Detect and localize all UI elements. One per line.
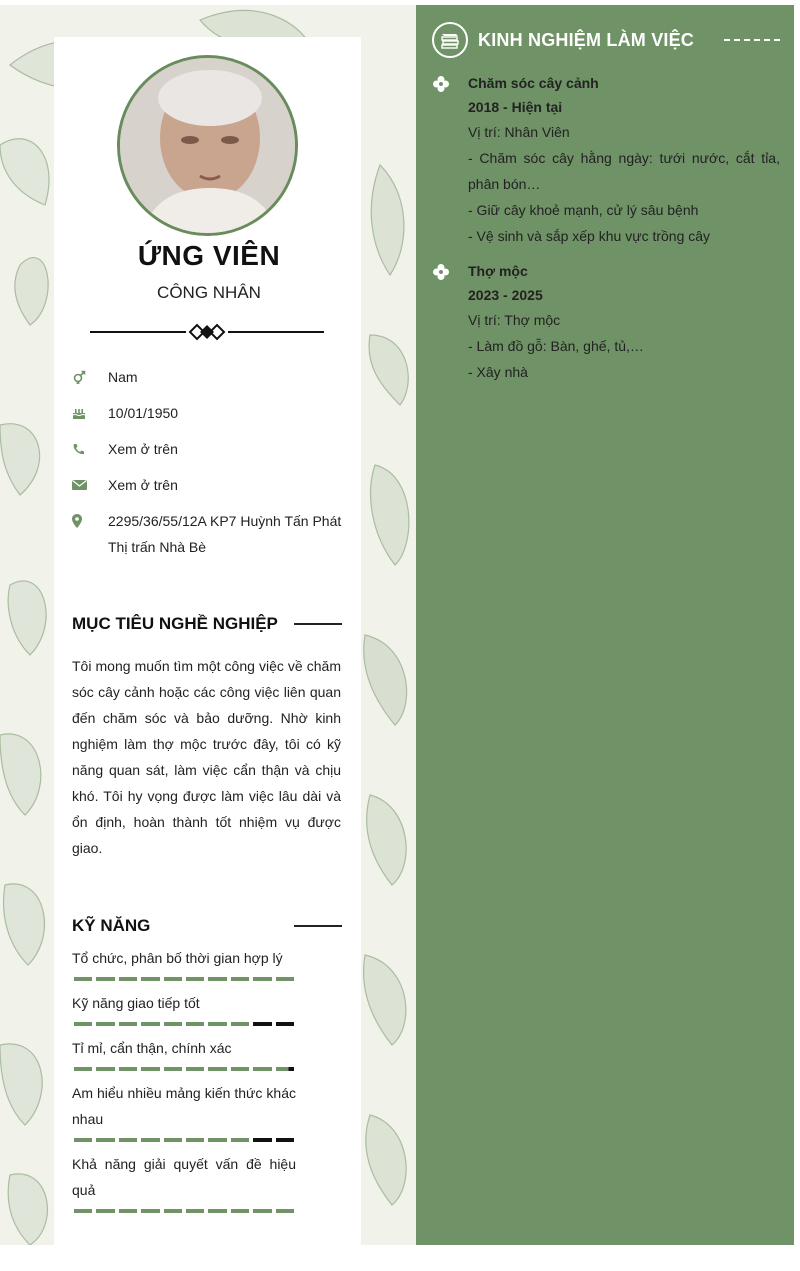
skill-level-segment <box>96 1209 114 1213</box>
skills-title: KỸ NĂNG <box>72 916 151 935</box>
skill-level-segment <box>74 1209 92 1213</box>
skill-level-segment <box>96 1067 114 1071</box>
job-position: Vị trí: Thợ mộc <box>468 312 561 328</box>
skill-item <box>72 990 296 1026</box>
candidate-name: ỨNG VIÊN <box>137 240 281 271</box>
skill-level-segment <box>276 1138 294 1142</box>
skill-level-bar <box>72 1022 294 1026</box>
objective-heading <box>72 614 342 634</box>
skills-heading <box>72 916 342 936</box>
phone-icon <box>72 436 108 462</box>
ornament-divider <box>90 322 324 342</box>
skill-level-segment <box>186 1067 204 1071</box>
objective-title: MỤC TIÊU NGHỀ NGHIỆP <box>72 614 278 633</box>
skill-level-bar <box>72 1067 294 1071</box>
job-company: Chăm sóc cây cảnh <box>468 75 599 91</box>
experience-heading <box>432 20 780 60</box>
skill-item <box>72 1080 296 1142</box>
heading-rule <box>150 925 342 927</box>
job-detail: - Làm đồ gỗ: Bàn, ghế, tủ,… <box>468 338 644 354</box>
skill-level-segment <box>74 1022 92 1026</box>
contact-phone <box>72 436 342 462</box>
contact-gender <box>72 364 342 390</box>
skill-level-segment <box>253 1067 271 1071</box>
flower-bullet-icon <box>432 75 450 93</box>
skill-level-bar <box>72 1138 294 1142</box>
skill-label: Am hiểu nhiều mảng kiến thức khác nhau <box>72 1085 296 1127</box>
skill-label: Tổ chức, phân bố thời gian hợp lý <box>72 950 283 966</box>
skill-level-segment <box>208 1067 226 1071</box>
job-company: Thợ mộc <box>468 263 528 279</box>
skill-level-segment <box>119 1209 137 1213</box>
skill-level-segment <box>253 1022 271 1026</box>
job-period: 2023 - 2025 <box>468 287 543 303</box>
heading-rule <box>278 623 342 625</box>
skill-level-segment <box>253 1138 271 1142</box>
skill-level-segment <box>186 1022 204 1026</box>
job-detail: - Giữ cây khoẻ mạnh, cử lý sâu bệnh <box>468 202 699 218</box>
skill-item <box>72 1151 296 1213</box>
skill-level-segment <box>186 977 204 981</box>
skill-level-segment <box>96 977 114 981</box>
skill-level-segment <box>208 977 226 981</box>
skill-level-segment <box>164 1022 182 1026</box>
skill-level-segment <box>141 1209 159 1213</box>
skill-label: Tỉ mỉ, cẩn thận, chính xác <box>72 1040 232 1056</box>
skill-label: Khả năng giải quyết vấn đề hiệu quả <box>72 1156 296 1198</box>
skill-level-segment <box>119 1138 137 1142</box>
phone-value[interactable]: Xem ở trên <box>108 441 178 457</box>
skill-level-segment <box>208 1022 226 1026</box>
skill-level-segment <box>186 1138 204 1142</box>
skill-level-segment <box>119 1022 137 1026</box>
job-detail: - Vệ sinh và sắp xếp khu vực trồng cây <box>468 228 711 244</box>
skill-level-segment <box>141 1138 159 1142</box>
skill-level-segment <box>253 977 271 981</box>
job-position: Vị trí: Nhân Viên <box>468 124 570 140</box>
gender-value: Nam <box>108 369 138 385</box>
books-icon <box>432 22 468 58</box>
skill-level-segment <box>74 1067 92 1071</box>
job-item <box>432 71 780 249</box>
envelope-icon <box>72 472 108 498</box>
skill-level-segment <box>119 977 137 981</box>
skill-level-segment <box>164 1209 182 1213</box>
skill-level-segment <box>231 1209 249 1213</box>
job-period: 2018 - Hiện tại <box>468 99 563 115</box>
map-marker-icon <box>72 508 108 534</box>
job-item <box>432 259 780 385</box>
skill-level-segment <box>141 977 159 981</box>
skill-level-segment <box>96 1022 114 1026</box>
objective-text: Tôi mong muốn tìm một công việc về chăm sóc cây cảnh hoặc các công việc liên quan đến chăm sóc và bảo dưỡng. Nhờ kinh nghiệm làm thợ mộc trước đây, tôi có kỹ năng quan sát, làm việc cẩn thận và chịu khó. Tôi hy vọng được làm việc lâu dài và ổn định, hoàn thành tốt nhiệm vụ được giao. <box>72 658 341 856</box>
skill-level-segment <box>276 1067 294 1071</box>
skill-level-bar <box>72 1209 294 1213</box>
skill-level-segment <box>276 1209 294 1213</box>
skill-level-bar <box>72 977 294 981</box>
address-value: 2295/36/55/12A KP7 Huỳnh Tấn Phát Thị trấn Nhà Bè <box>108 513 342 555</box>
skill-level-segment <box>253 1209 271 1213</box>
portrait-photo <box>120 58 298 236</box>
skill-level-segment <box>208 1138 226 1142</box>
email-value[interactable]: Xem ở trên <box>108 477 178 493</box>
skill-level-segment <box>186 1209 204 1213</box>
dashed-rule <box>694 39 780 41</box>
birthday-cake-icon <box>72 400 108 426</box>
skill-label: Kỹ năng giao tiếp tốt <box>72 995 200 1011</box>
contact-address <box>72 508 342 560</box>
job-detail: - Xây nhà <box>468 364 528 380</box>
skill-level-segment <box>231 977 249 981</box>
skill-level-segment <box>231 1022 249 1026</box>
experience-title: KINH NGHIỆM LÀM VIỆC <box>478 29 695 50</box>
skill-level-segment <box>141 1067 159 1071</box>
avatar <box>117 55 298 236</box>
contact-info <box>72 364 342 570</box>
flower-bullet-icon <box>432 263 450 281</box>
skill-level-segment <box>276 1022 294 1026</box>
skill-level-segment <box>141 1022 159 1026</box>
contact-email <box>72 472 342 498</box>
contact-birthday <box>72 400 342 426</box>
skill-level-segment <box>119 1067 137 1071</box>
skill-level-segment <box>74 977 92 981</box>
skill-level-segment <box>96 1138 114 1142</box>
skills-list <box>72 945 296 1222</box>
skill-level-segment <box>208 1209 226 1213</box>
skill-level-segment <box>231 1067 249 1071</box>
gender-icon <box>72 364 108 390</box>
skill-level-segment <box>164 977 182 981</box>
skill-level-segment <box>164 1067 182 1071</box>
skill-level-segment <box>276 977 294 981</box>
birthday-value: 10/01/1950 <box>108 405 179 421</box>
candidate-title: CÔNG NHÂN <box>157 283 261 302</box>
skill-level-segment <box>231 1138 249 1142</box>
skill-item <box>72 1035 296 1071</box>
job-detail: - Chăm sóc cây hằng ngày: tưới nước, cắt tỉa, phân bón… <box>468 150 780 192</box>
skill-level-segment <box>164 1138 182 1142</box>
skill-level-segment <box>74 1138 92 1142</box>
skill-item <box>72 945 296 981</box>
